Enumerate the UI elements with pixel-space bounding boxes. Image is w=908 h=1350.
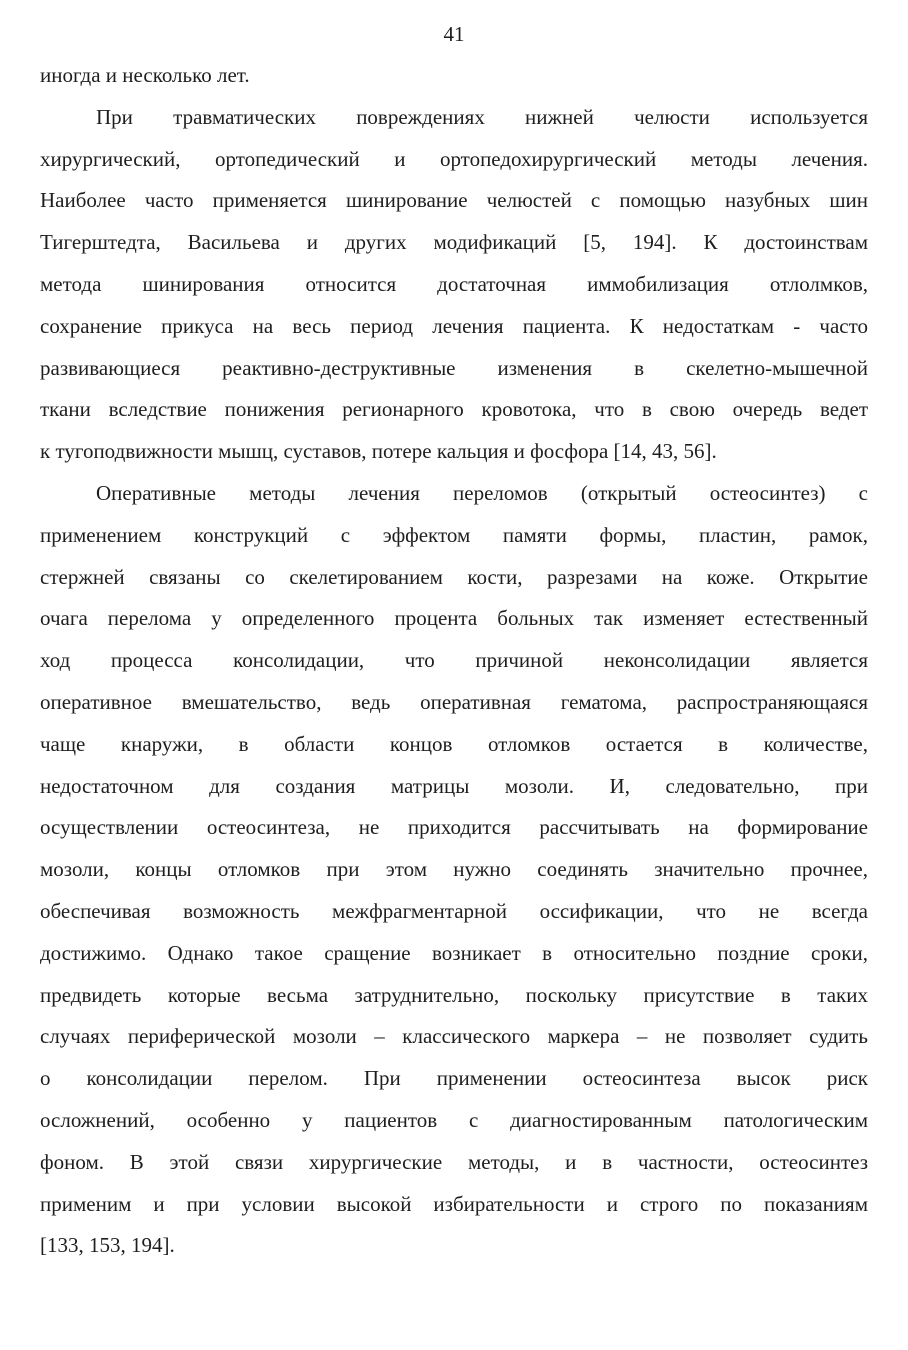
text-line: иногда и несколько лет. [40,63,250,87]
text-line: При травматических повреждениях нижней челюсти используется [96,104,868,129]
text-line: чаще кнаружи, в области концов отломков остается в количестве, [40,731,868,756]
text-line: обеспечивая возможность межфрагментарной оссификации, что не всегда [40,898,868,923]
text-line: ткани вследствие понижения регионарного кровотока, что в свою очередь ведет [40,397,868,422]
text-line: хирургический, ортопедический и ортопедохирургический методы лечения. [40,146,868,171]
text-line: ход процесса консолидации, что причиной неконсолидации является [40,648,868,673]
text-line: очага перелома у определенного процента больных так изменяет естественный [40,606,868,631]
text-line: достижимо. Однако такое сращение возникает в относительно поздние сроки, [40,940,868,965]
text-line: случаях периферической мозоли – классического маркера – не позволяет судить [40,1024,868,1049]
text-line: сохранение прикуса на весь период лечения пациента. К недостаткам - часто [40,313,868,338]
text-line: применим и при условии высокой избирательности и строго по показаниям [40,1191,868,1216]
text-line: недостаточном для создания матрицы мозоли. И, следовательно, при [40,773,868,798]
text-line: [133, 153, 194]. [40,1233,175,1258]
text-line: метода шинирования относится достаточная иммобилизация отлолмков, [40,271,868,296]
text-line: стержней связаны со скелетированием кости, разрезами на коже. Открытие [40,564,868,589]
text-line: к тугоподвижности мышц, суставов, потере кальция и фосфора [14, 43, 56]. [40,439,717,464]
text-line: Оперативные методы лечения переломов (открытый остеосинтез) с [96,480,868,505]
document-body [40,55,868,1267]
text-line: оперативное вмешательство, ведь оперативная гематома, распространяющаяся [40,689,868,714]
text-line: осуществлении остеосинтеза, не приходится рассчитывать на формирование [40,815,868,840]
text-line: о консолидации перелом. При применении остеосинтеза высок риск [40,1066,868,1091]
paragraph-jaw-treatment [40,97,868,473]
text-line: мозоли, концы отломков при этом нужно соединять значительно прочнее, [40,857,868,882]
text-line: предвидеть которые весьма затруднительно, поскольку присутствие в таких [40,982,868,1007]
text-line: применением конструкций с эффектом памяти формы, пластин, рамок, [40,522,868,547]
text-line: развивающиеся реактивно-деструктивные изменения в скелетно-мышечной [40,355,868,380]
text-line: фоном. В этой связи хирургические методы, и в частности, остеосинтез [40,1149,868,1174]
text-line: осложнений, особенно у пациентов с диагностированным патологическим [40,1107,868,1132]
paragraph-continuation [40,55,868,97]
paragraph-operative-methods [40,473,868,1267]
page-number: 41 [443,22,465,46]
text-line: Наиболее часто применяется шинирование челюстей с помощью назубных шин [40,188,868,213]
text-line: Тигерштедта, Васильева и других модификаций [5, 194]. К достоинствам [40,230,868,255]
